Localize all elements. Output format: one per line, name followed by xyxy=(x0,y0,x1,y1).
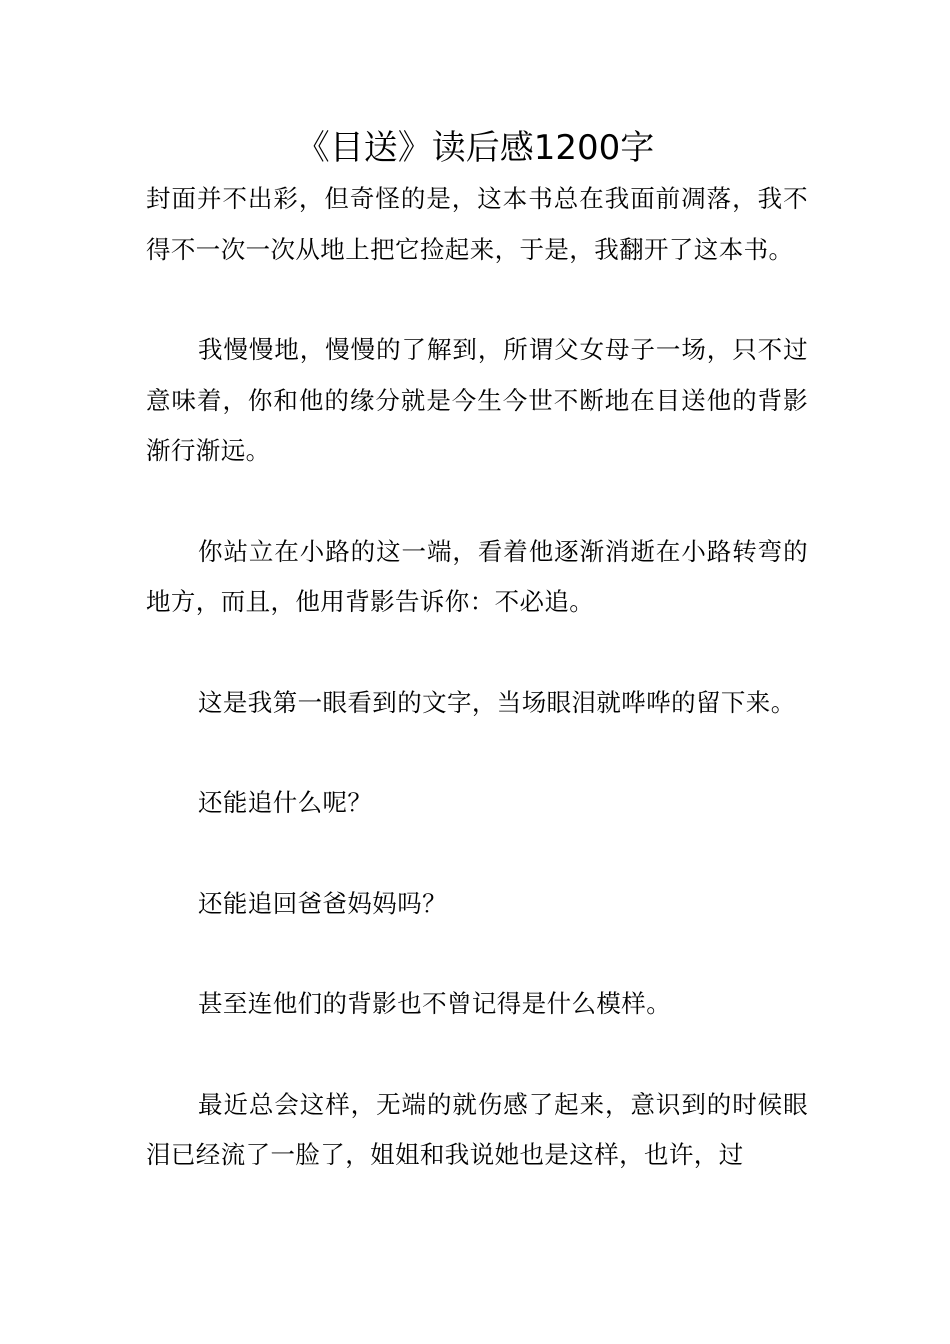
document-title: 《目送》读后感1200字 xyxy=(295,128,655,168)
paragraph-7: 甚至连他们的背影也不曾记得是什么模样。 xyxy=(198,989,672,1018)
paragraph-4: 这是我第一眼看到的文字，当场眼泪就哗哗的留下来。 xyxy=(198,687,796,717)
paragraph-1: 封面并不出彩，但奇怪的是，这本书总在我面前凋落，我不得不一次一次从地上把它捡起来，于是，我翻开了这本书。 xyxy=(146,184,808,264)
document-body xyxy=(146,174,808,1181)
paragraph-8: 最近总会这样，无端的就伤感了起来，意识到的时候眼泪已经流了一脸了，姐姐和我说她也是这样，也许，过 xyxy=(146,1089,808,1169)
paragraph-6: 还能追回爸爸妈妈吗？ xyxy=(198,888,447,918)
paragraph-5: 还能追什么呢？ xyxy=(198,788,373,817)
paragraph-2: 我慢慢地，慢慢的了解到，所谓父女母子一场，只不过意味着，你和他的缘分就是今生今世不断地在目送他的背影渐行渐远。 xyxy=(146,335,808,465)
paragraph-3: 你站立在小路的这一端，看着他逐渐消逝在小路转弯的地方，而且，他用背影告诉你：不必追。 xyxy=(146,536,808,616)
